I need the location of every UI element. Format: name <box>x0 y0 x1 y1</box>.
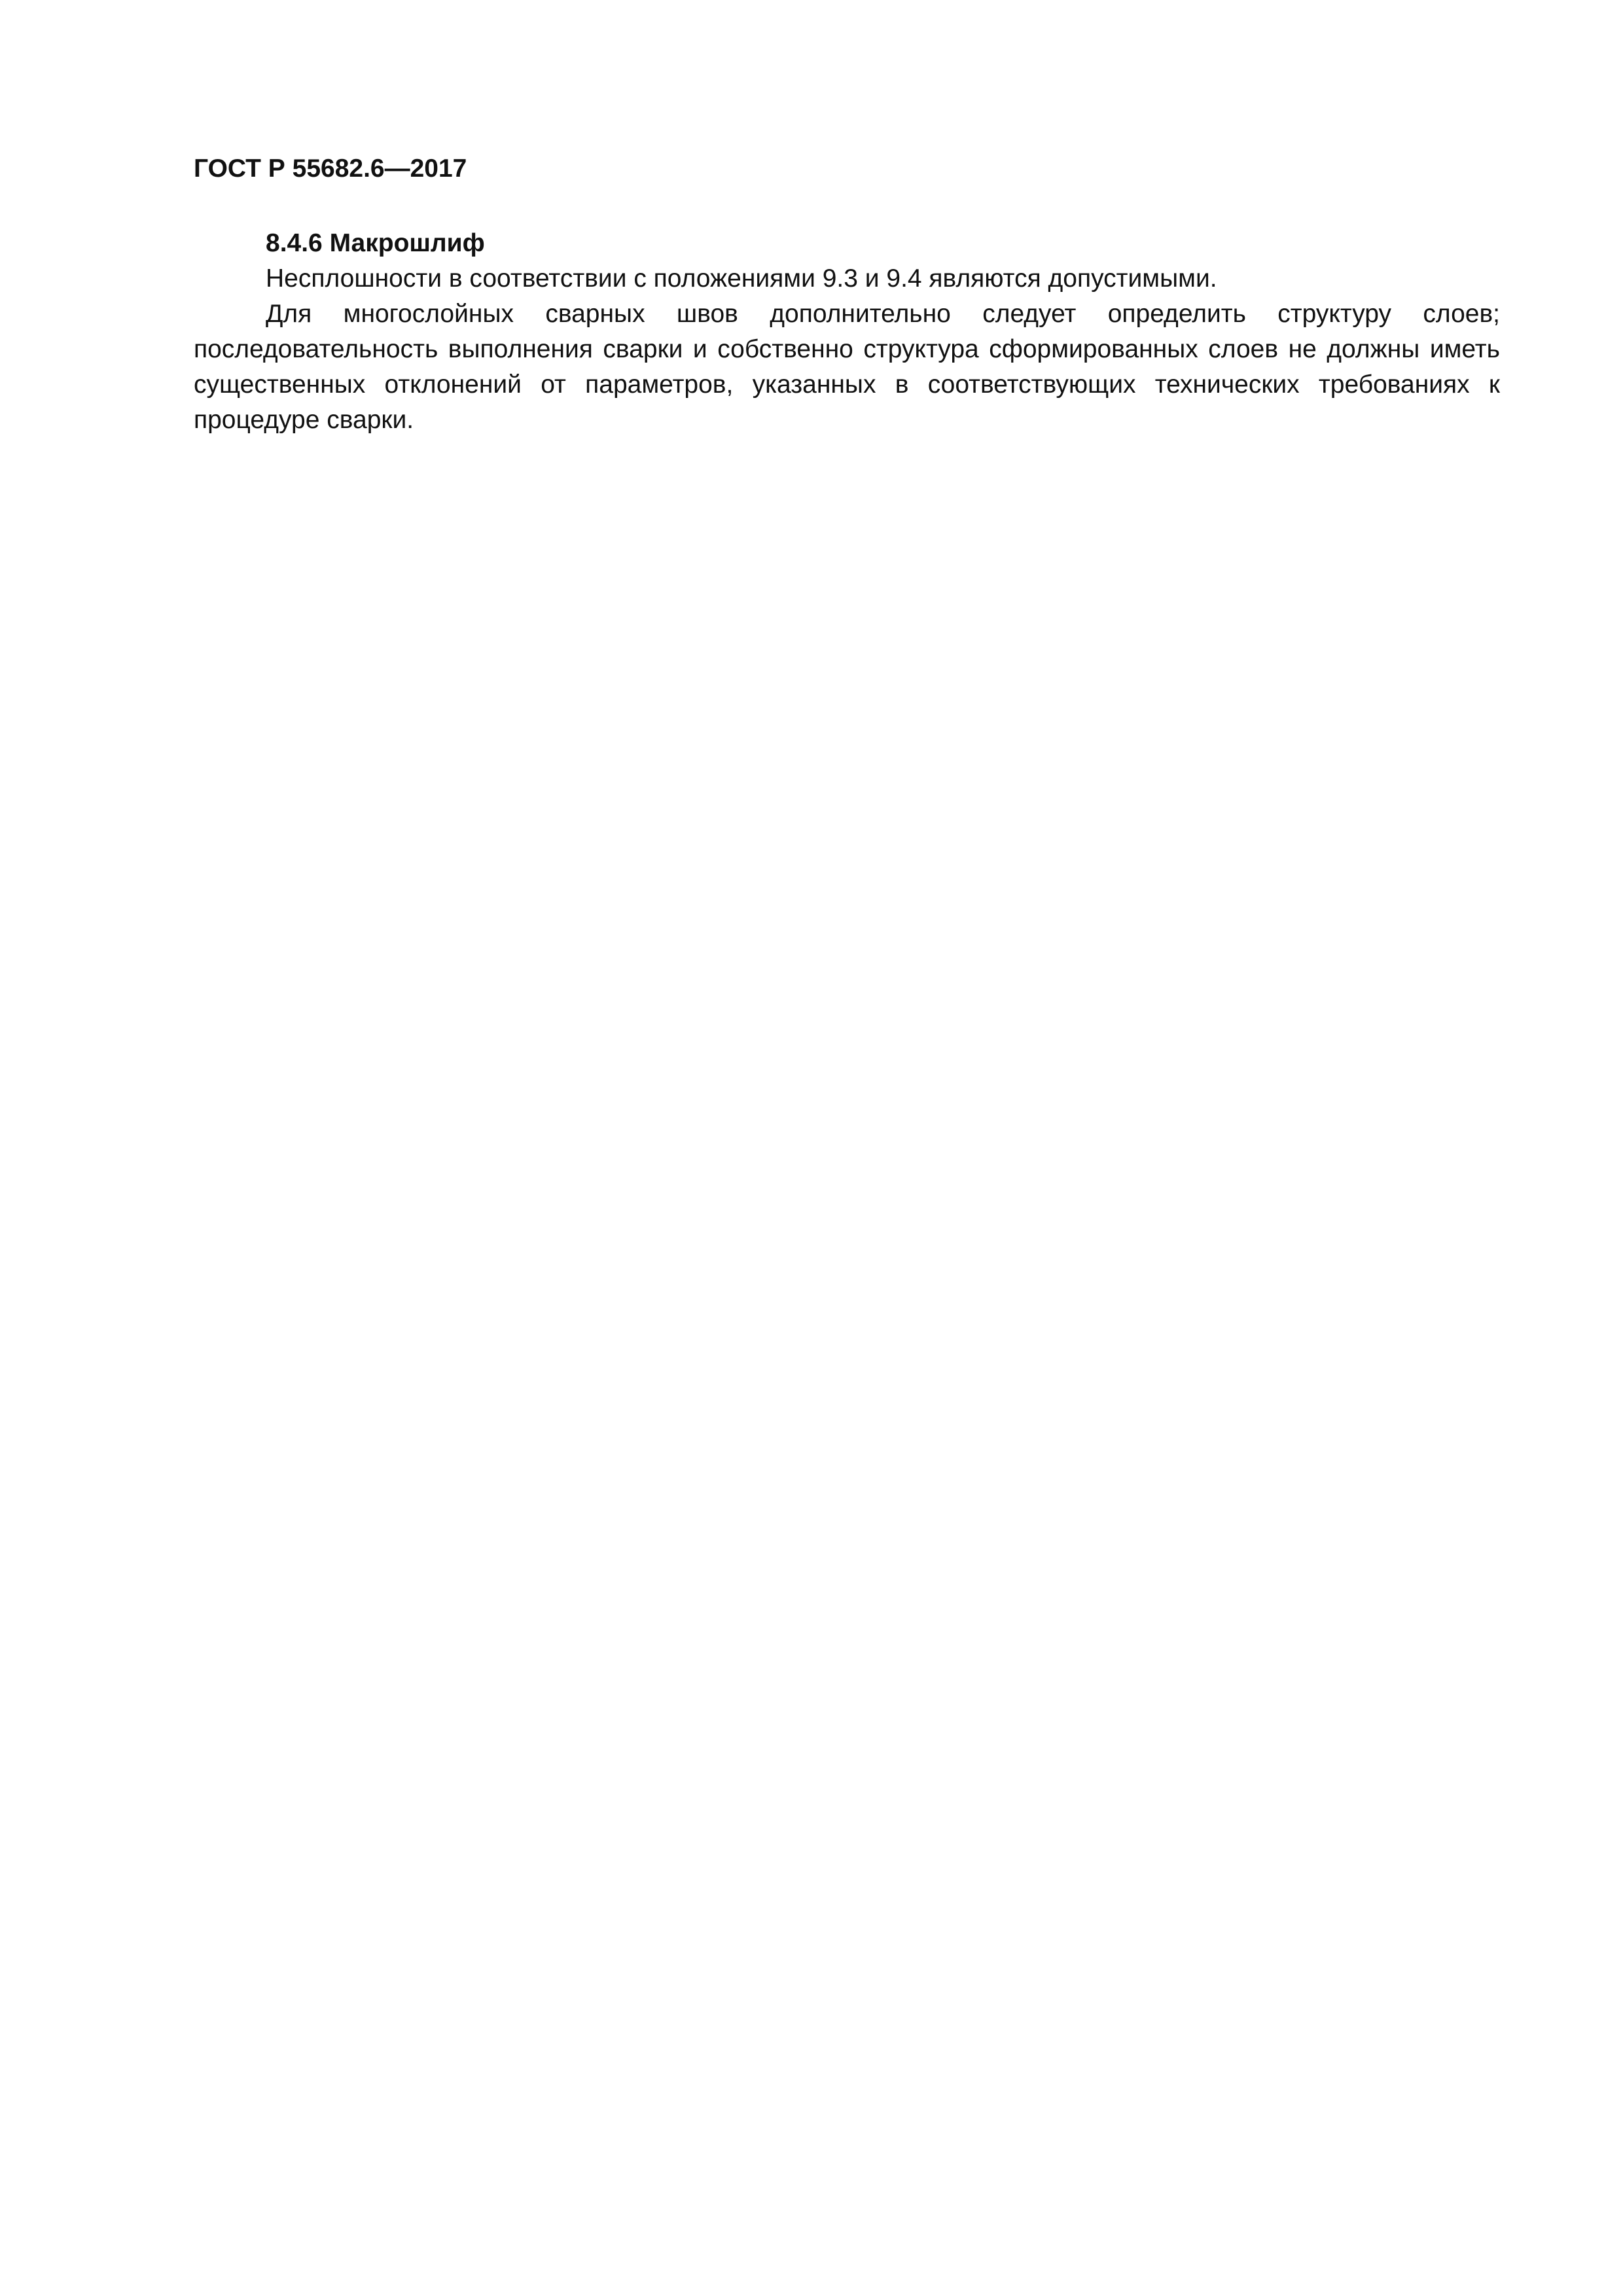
paragraph: Несплошности в соответствии с положениями 9.3 и 9.4 являются допустимыми. <box>266 264 1217 293</box>
paragraph: Для многослойных сварных швов дополнительно следует определить структуру слоев; последовательность выполнения сварки и собственно структура сформированных слоев не должны иметь существенных отклонений от параметров, указанных в соответствующих технических требованиях к процедуре сварки. <box>194 300 1500 434</box>
section-8-4-6 <box>194 226 1500 438</box>
section-heading: 8.4.6 Макрошлиф <box>266 229 485 257</box>
document-header: ГОСТ Р 55682.6—2017 <box>194 154 467 183</box>
